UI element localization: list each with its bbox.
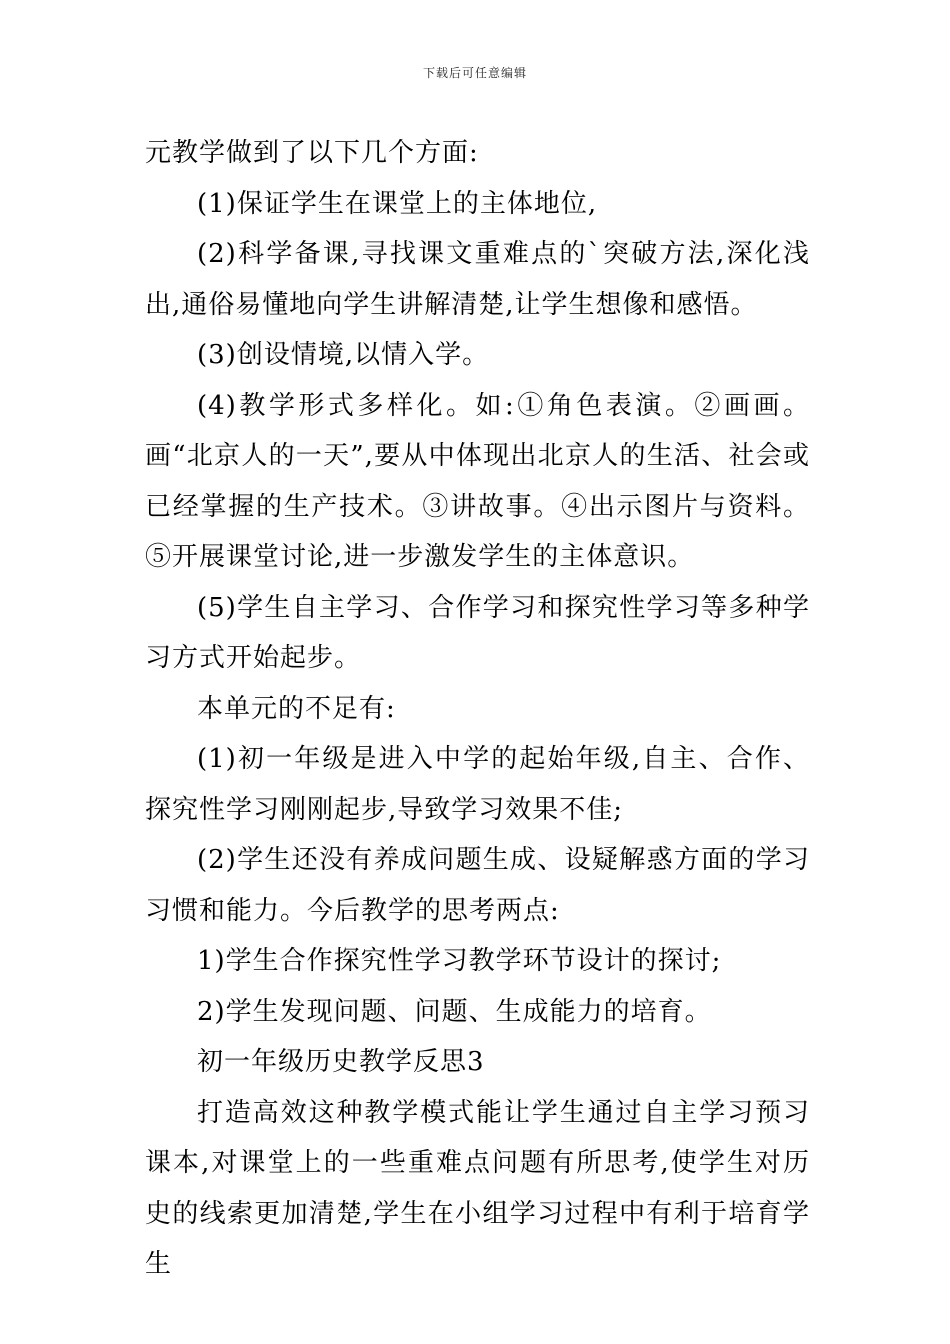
paragraph: (1)保证学生在课堂上的主体地位, [197, 188, 598, 219]
paragraph: (1)初一年级是进入中学的起始年级,自主、合作、探究性学习刚刚起步,导致学习效果不佳; [145, 744, 810, 825]
paragraph: 1)学生合作探究性学习教学环节设计的探讨; [197, 946, 722, 976]
page-header: 下载后可任意编辑 [422, 66, 527, 80]
section-heading: 初一年级历史教学反思3 [197, 1047, 485, 1077]
paragraph: (2)学生还没有养成问题生成、设疑解惑方面的学习习惯和能力。今后教学的思考两点: [145, 845, 810, 926]
paragraph: (4)教学形式多样化。如:①角色表演。②画画。画“北京人的一天”,要从中体现出北京人的生活、社会或已经掌握的生产技术。③讲故事。④出示图片与资料。⑤开展课堂讨论,进一步激发学生的主体意识。 [145, 390, 810, 572]
paragraph: 打造高效这种教学模式能让学生通过自主学习预习课本,对课堂上的一些重难点问题有所思考,使学生对历史的线索更加清楚,学生在小组学习过程中有利于培育学生 [145, 1097, 810, 1279]
paragraph: 元教学做到了以下几个方面: [145, 138, 479, 168]
paragraph: 本单元的不足有: [197, 693, 396, 724]
paragraph: 2)学生发现问题、问题、生成能力的培育。 [197, 996, 712, 1027]
paragraph: (3)创设情境,以情入学。 [197, 340, 490, 370]
paragraph: (5)学生自主学习、合作学习和探究性学习等多种学习方式开始起步。 [145, 592, 810, 673]
document-body [145, 128, 810, 1290]
paragraph: (2)科学备课,寻找课文重难点的`突破方法,深化浅出,通俗易懂地向学生讲解清楚,让学生想像和感悟。 [145, 239, 810, 320]
